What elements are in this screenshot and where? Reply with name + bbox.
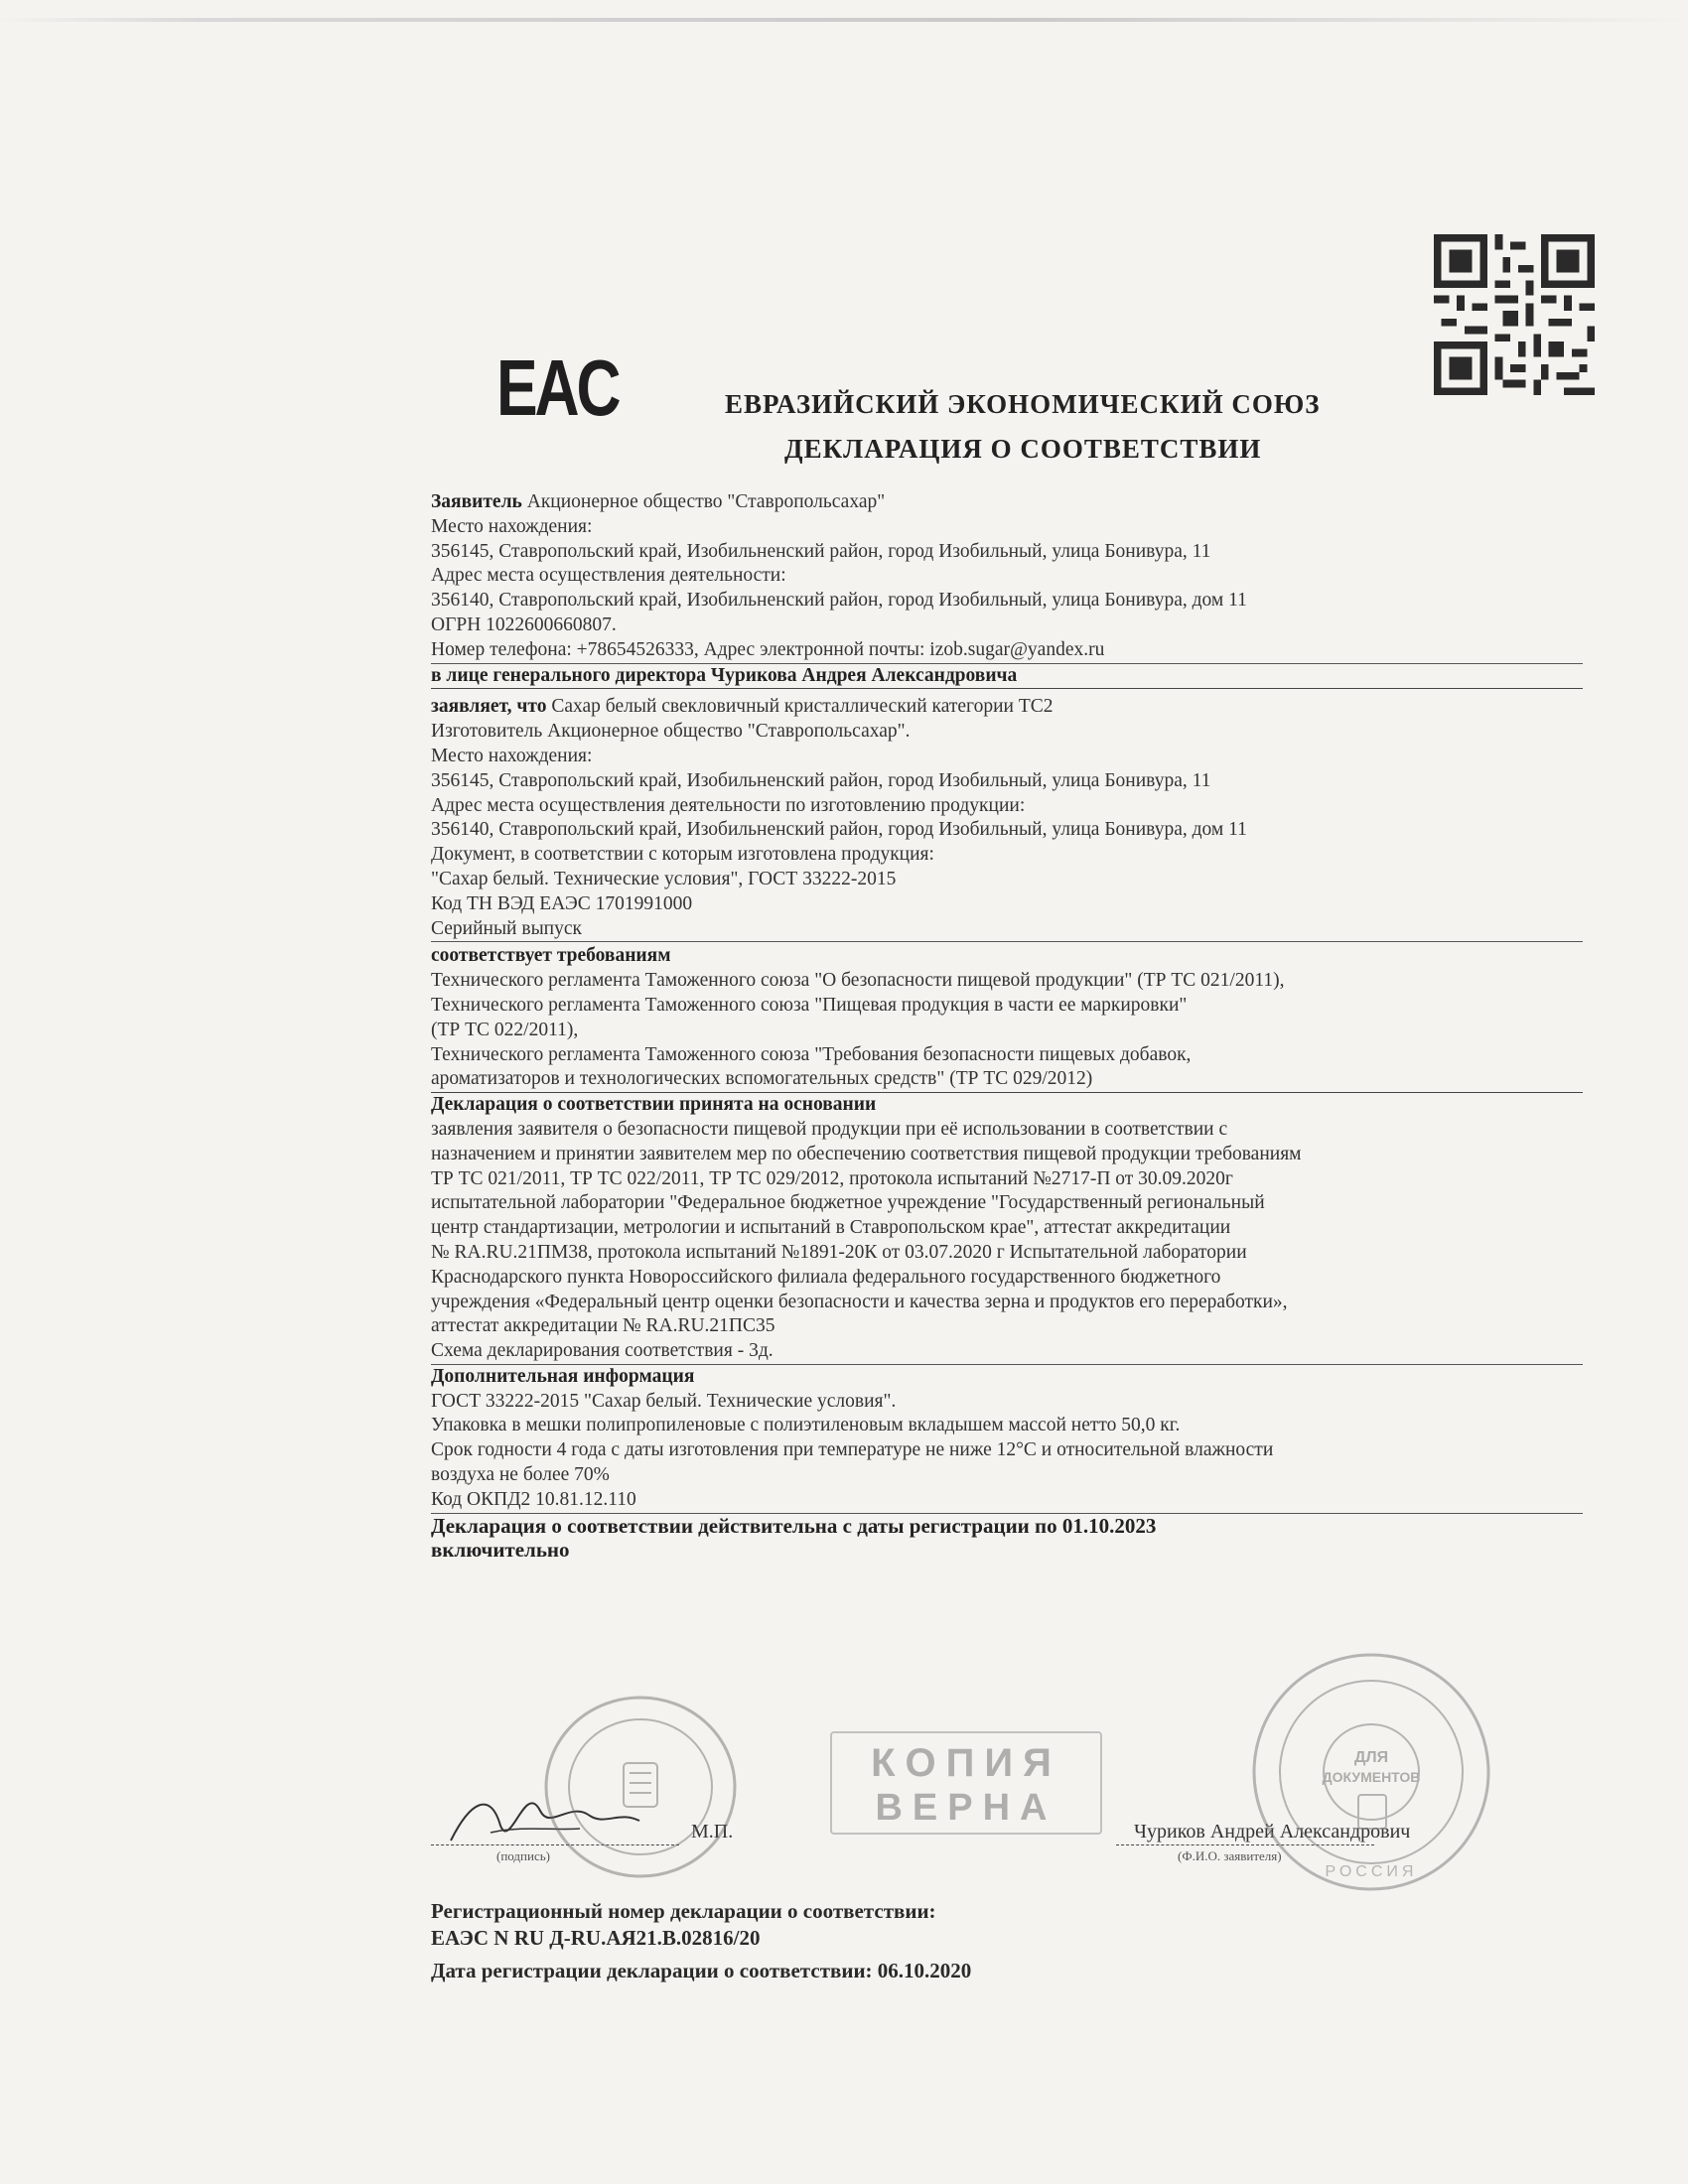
applicant-location-label: Место нахождения: [431,515,593,537]
signature-caption: (подпись) [496,1848,550,1863]
product-doc-label: Документ, в соответствии с которым изготовлена продукция: [431,844,934,866]
declaration-title: ДЕКЛАРАЦИЯ О СООТВЕТСТВИИ [784,434,1262,464]
applicant-name: Акционерное общество "Ставропольсахар" [526,491,886,512]
copy-certified-stamp [830,1731,1102,1835]
declaration-body [431,490,1583,1563]
eac-logo: EAC [496,343,619,432]
manufacturer-activity-label: Адрес места осуществления деятельности по изготовлению продукции: [431,794,1026,816]
qr-code [1434,234,1595,395]
tn-ved-code: Код ТН ВЭД ЕАЭС 1701991000 [431,892,693,914]
manufacturer-activity-address: 356140, Ставропольский край, Изобильненский район, город Изобильный, улица Бонивура, дом 11 [431,819,1247,841]
basis-line-9: аттестат аккредитации № RA.RU.21ПС35 [431,1315,775,1337]
copy-stamp-line-1: КОПИЯ [871,1741,1061,1785]
additional-line-1: ГОСТ 33222-2015 "Сахар белый. Технические условия". [431,1390,897,1412]
validity-line-1: Декларация о соответствии действительна с даты регистрации по 01.10.2023 [431,1513,1157,1538]
applicant-activity-label: Адрес места осуществления деятельности: [431,565,786,587]
manufacturer: Изготовитель Акционерное общество "Ставропольсахар". [431,721,911,743]
requirements-line-5: ароматизаторов и технологических вспомогательных средств" (ТР ТС 029/2012) [431,1067,1583,1093]
applicant-line [431,490,1583,515]
declaration-scheme: Схема декларирования соответствия - 3д. [431,1339,1583,1365]
applicant-location: 356145, Ставропольский край, Изобильненский район, город Изобильный, улица Бонивура, 11 [431,540,1211,562]
basis-line-2: назначением и принятии заявителем мер по обеспечению соответствия пищевой продукции требованиям [431,1143,1302,1164]
applicant-full-name: Чуриков Андрей Александрович [1134,1821,1411,1843]
applicant-represented-by: в лице генерального директора Чурикова Андрея Александровича [431,664,1583,690]
serial-release: Серийный выпуск [431,917,1583,943]
manufacturer-location-label: Место нахождения: [431,745,593,766]
registration-date: Дата регистрации декларации о соответствии: 06.10.2020 [431,1959,972,1982]
seal-center-text-2: ДОКУМЕНТОВ [1322,1769,1421,1785]
basis-line-4: испытательной лаборатории "Федеральное бюджетное учреждение "Государственный региональный [431,1192,1265,1214]
declares-line [431,695,1583,720]
basis-line-8: учреждения «Федеральный центр оценки безопасности и качества зерна и продуктов его переработки», [431,1291,1288,1312]
applicant-ogrn: ОГРН 1022600660807. [431,614,617,635]
basis-line-1: заявления заявителя о безопасности пищевой продукции при её использовании в соответствии с [431,1118,1228,1140]
registration-number-label: Регистрационный номер декларации о соответствии: [431,1899,936,1923]
requirements-label: соответствует требованиям [431,945,671,967]
declares-label: заявляет, что [431,696,547,718]
requirements-line-4: Технического регламента Таможенного союза "Требования безопасности пищевых добавок, [431,1043,1192,1065]
manufacturer-location: 356145, Ставропольский край, Изобильненский район, город Изобильный, улица Бонивура, 11 [431,769,1211,791]
seal-center-text-1: ДЛЯ [1353,1749,1389,1766]
seal-place-mark: М.П. [691,1821,734,1843]
applicant-contacts: Номер телефона: +78654526333, Адрес электронной почты: izob.sugar@yandex.ru [431,638,1583,664]
applicant-activity-address: 356140, Ставропольский край, Изобильненский район, город Изобильный, улица Бонивура, дом 11 [431,590,1247,612]
validity-line-2: включительно [431,1538,570,1563]
registration-block [431,1898,971,1984]
requirements-line-3: (ТР ТС 022/2011), [431,1019,579,1040]
basis-label: Декларация о соответствии принята на основании [431,1094,877,1116]
basis-line-5: центр стандартизации, метрологии и испытаний в Ставропольском крае", аттестат аккредитации [431,1217,1231,1239]
copy-stamp-line-2: ВЕРНА [875,1787,1057,1829]
okpd-code: Код ОКПД2 10.81.12.110 [431,1488,1583,1514]
round-stamp-left [536,1688,745,1886]
basis-line-3: ТР ТС 021/2011, ТР ТС 022/2011, ТР ТС 029/2012, протокола испытаний №2717-П от 30.09.2020г [431,1167,1233,1189]
requirements-line-2: Технического регламента Таможенного союза "Пищевая продукция в части ее маркировки" [431,994,1188,1016]
additional-info-label: Дополнительная информация [431,1365,695,1387]
company-round-seal [1247,1648,1495,1896]
scan-artifact-line [0,18,1688,22]
requirements-line-1: Технического регламента Таможенного союза "О безопасности пищевой продукции" (ТР ТС 021/2011), [431,970,1285,992]
name-caption: (Ф.И.О. заявителя) [1178,1848,1282,1863]
union-heading: ЕВРАЗИЙСКИЙ ЭКОНОМИЧЕСКИЙ СОЮЗ [725,389,1321,419]
registration-number: ЕАЭС N RU Д-RU.АЯ21.В.02816/20 [431,1926,761,1950]
basis-line-7: Краснодарского пункта Новороссийского филиала федерального государственного бюджетного [431,1266,1221,1288]
additional-line-3: Срок годности 4 года с даты изготовления при температуре не ниже 12°С и относительной влажности [431,1439,1274,1461]
applicant-label: Заявитель [431,491,522,512]
additional-line-2: Упаковка в мешки полипропиленовые с полиэтиленовым вкладышем массой нетто 50,0 кг. [431,1415,1181,1436]
additional-line-4: воздуха не более 70% [431,1464,610,1486]
basis-line-6: № RA.RU.21ПМ38, протокола испытаний №1891-20К от 03.07.2020 г Испытательной лаборатории [431,1241,1247,1263]
declares-product: Сахар белый свекловичный кристаллический категории ТС2 [551,696,1054,718]
seal-bottom-text: РОССИЯ [1325,1863,1418,1880]
product-doc: "Сахар белый. Технические условия", ГОСТ 33222-2015 [431,868,897,889]
